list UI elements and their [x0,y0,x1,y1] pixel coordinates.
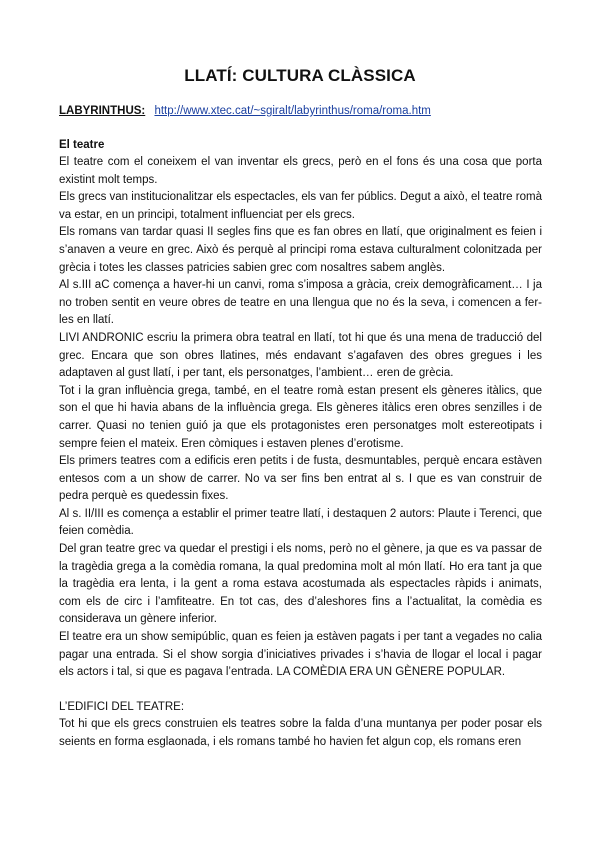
paragraph: Al s. II/III es comença a establir el primer teatre llatí, i destaquen 2 autors: Plaute i Terenci, que feien comèdia. [59,507,542,538]
section-heading-teatre: El teatre [59,139,105,151]
page-title: LLATÍ: CULTURA CLÀSSICA [184,66,416,85]
reference-label: LABYRINTHUS: [59,105,146,117]
paragraph: Al s.III aC comença a haver-hi un canvi, roma s’imposa a gràcia, creix demogràficament… I ja no troben sentit en veure obres de teatre en una llengua que no és la seva, i comencen a fer-les en llatí. [59,279,542,327]
paragraph: Del gran teatre grec va quedar el prestigi i els noms, però no el gènere, ja que es va passar de la tragèdia grega a la comèdia romana, la qual predomina molt al món llatí. Ho era tant ja que la tragèdia era lenta, i la gent a roma estava acostumada als espectacles ràpids i animats, com els de circ i l’amfiteatre. En tot cas, des d’aleshores fins a l’actualitat, la comèdia es considerava un gènere inferior. [59,543,542,626]
paragraph: El teatre com el coneixem el van inventar els grecs, però en el fons és una cosa que porta existint molt temps. [59,156,542,186]
section-heading-edifici: L’EDIFICI DEL TEATRE: [59,700,185,713]
paragraph: LIVI ANDRONIC escriu la primera obra teatral en llatí, tot hi que és una mena de traducció del grec. Encara que son obres llatines, més endavant s’agafaven des obres gregues i les adaptaven al gust llatí, i per tant, els personatges, l’ambient… eren de grècia. [59,331,542,380]
paragraph: Els grecs van institucionalitzar els espectacles, els van fer públics. Degut a això, el teatre romà va estar, en un principi, totalment influenciat per els grecs. [59,191,542,221]
document-body [59,137,542,752]
reference-link[interactable]: http://www.xtec.cat/~sgiralt/labyrinthus/roma/roma.htm [154,105,431,117]
paragraph: Els romans van tardar quasi II segles fins que es fan obres en llatí, que originalment es feien i s’anaven a veure en grec. Això és perquè al principi roma estava culturalment colonitzada per grècia i totes les classes patricies sabien grec com nosaltres sabem anglès. [59,226,542,274]
reference-line [59,105,431,117]
paragraph: Tot i la gran influència grega, també, en el teatre romà estan present els gèneres itàlics, que son el que hi havia abans de la influència grega. Els gèneres itàlics eren obres senzilles i de carrer. Quasi no tenien guió ja que els protagonistes eren personatges molt estereotipats i sempre feien el mateix. Eren còmiques i estaven plenes d’erotisme. [59,384,542,450]
paragraph: Els primers teatres com a edificis eren petits i de fusta, desmuntables, perquè encara estàven entesos com a un show de carrer. No va ser fins ben entrat al s. I que es van construir de pedra perquè es quedessin fixes. [59,455,542,503]
paragraph: Tot hi que els grecs construien els teatres sobre la falda d’una muntanya per poder posar els seients en forma esglaonada, i els romans també ho havien fet algun cop, els romans eren [59,718,542,748]
spacer [59,682,542,699]
paragraph: El teatre era un show semipúblic, quan es feien ja estàven pagats i per tant a vegades no calia pagar una entrada. Si el show sorgia d’iniciatives privades i s’havia de llogar el local i pagar els actors i tal, si que es pagava l’entrada. LA COMÈDIA ERA UN GÈNERE POPULAR. [59,631,542,679]
